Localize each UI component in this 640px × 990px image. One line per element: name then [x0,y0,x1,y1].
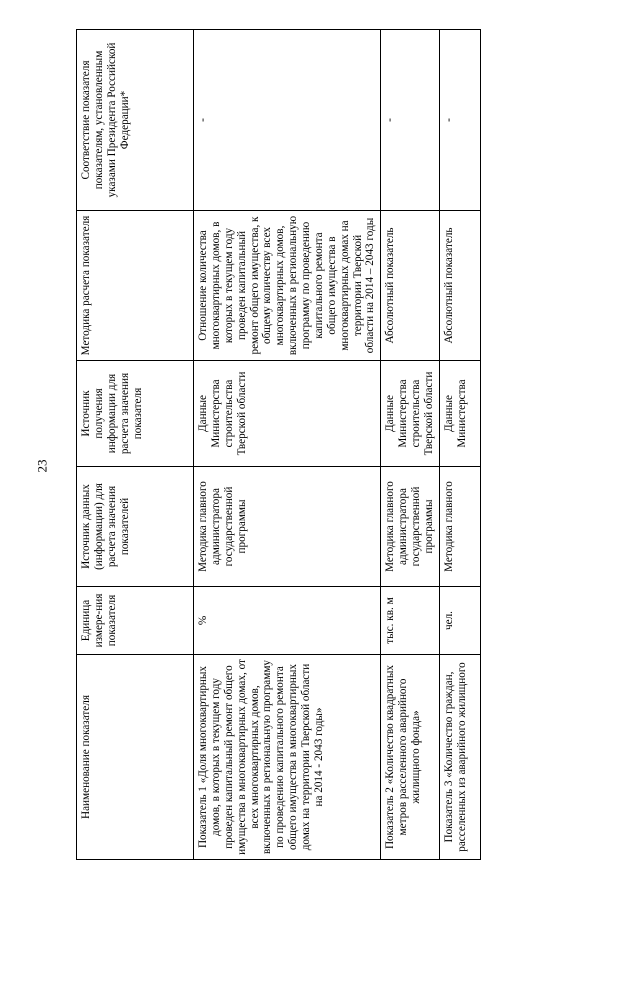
row3-source-info: Данные Министерства [440,361,481,467]
row3-compliance: - [440,30,481,211]
row1-source-data: Методика главного администратора государственной программы [194,467,381,587]
row1-unit: % [194,587,381,655]
header-method: Методика расчета показателя [77,211,194,361]
row2-name: Показатель 2 «Количество квадратных метров расселенного аварийного жилищного фонда» [381,655,440,860]
row2-unit: тыс. кв. м [381,587,440,655]
table-row [381,30,440,860]
header-compliance: Соответствие показателя показателям, установленным указами Президента Российской Федерации* [77,30,194,211]
header-row [77,30,194,860]
page-number: 23 [34,459,50,473]
row2-source-data: Методика главного администратора государственной программы [381,467,440,587]
row1-source-info: Данные Министерства строительства Тверской области [194,361,381,467]
row1-compliance: - [194,30,381,211]
row1-method: Отношение количества многоквартирных домов, в которых в текущем году проведен капитальный ремонт общего имущества, к общему количеству всех многоквартирных домов, включенных в региональную программу по проведению капитального ремонта общего имущества в многоквартирных домах на территории Тверской области на 2014 – 2043 годы [194,211,381,361]
indicators-table [76,29,481,860]
header-name: Наименование показателя [77,655,194,860]
row3-method: Абсолютный показатель [440,211,481,361]
row3-source-data: Методика главного [440,467,481,587]
header-source-info: Источник получения информации для расчета значения показателя [77,361,194,467]
header-unit: Единица измере-ния показателя [77,587,194,655]
header-source-data: Источник данных (информации) для расчета значения показателей [77,467,194,587]
table-row [440,30,481,860]
row2-compliance: - [381,30,440,211]
table-row [194,30,381,860]
table-container [76,30,481,860]
row1-name: Показатель 1 «Доля многоквартирных домов, в которых в текущем году проведен капитальный ремонт общего имущества в многоквартирных домах, от всех многоквартирных домов, включенных в региональную программу по проведению капитального ремонта общего имущества в многоквартирных домах на территории Тверской области на 2014 - 2043 годы» [194,655,381,860]
row3-name: Показатель 3 «Количество граждан, расселенных из аварийного жилищного [440,655,481,860]
rotated-table-wrapper [76,42,640,990]
row2-source-info: Данные Министерства строительства Тверской области [381,361,440,467]
row3-unit: чел. [440,587,481,655]
row2-method: Абсолютный показатель [381,211,440,361]
